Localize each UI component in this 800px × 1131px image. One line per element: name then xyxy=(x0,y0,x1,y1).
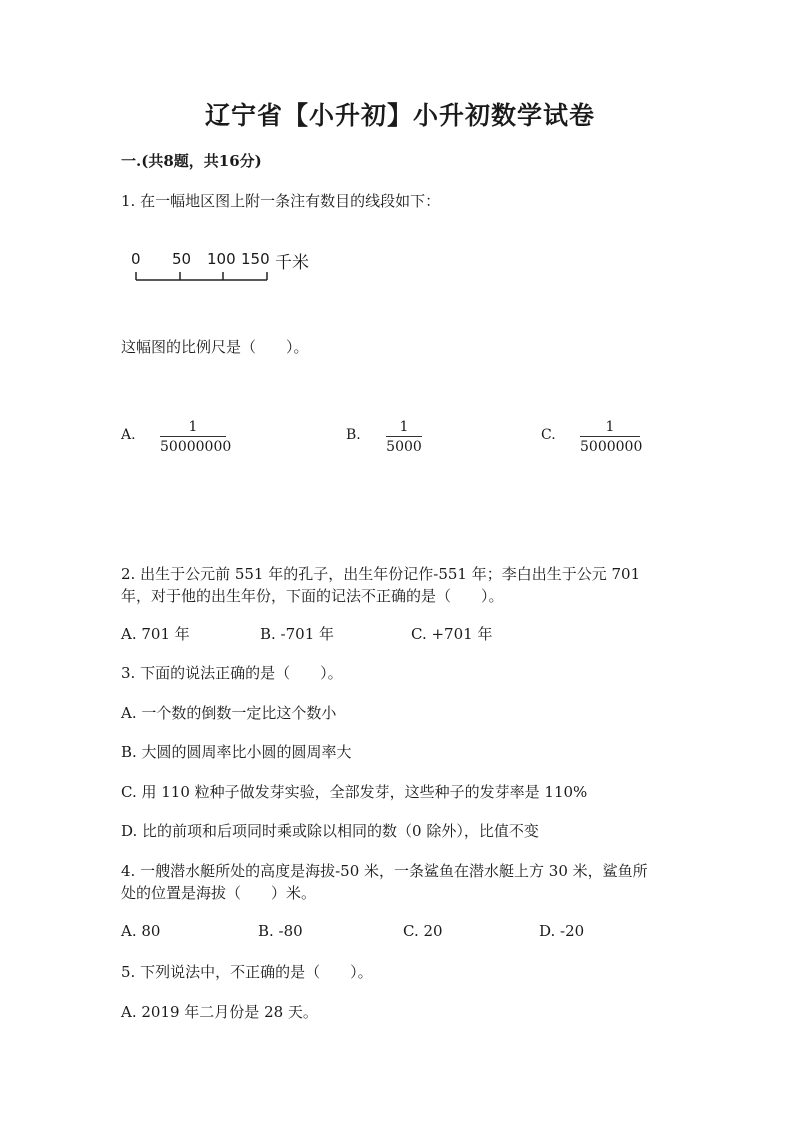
option-label: B. xyxy=(346,427,361,443)
page-title: 辽宁省【小升初】小升初数学试卷 xyxy=(204,101,595,130)
fraction-bar xyxy=(580,436,640,437)
option-a[interactable]: A. 一个数的倒数一定比这个数小 xyxy=(121,704,337,722)
option-d[interactable]: D. 比的前项和后项同时乘或除以相同的数（0 除外），比值不变 xyxy=(121,822,539,840)
question-4-stem-line-2: 处的位置是海拔（ ）米。 xyxy=(121,884,317,902)
scale-unit-label: 千米 xyxy=(275,253,309,273)
option-c[interactable]: C. 20 xyxy=(403,922,443,940)
section-heading: 一.(共8题，共16分) xyxy=(121,152,262,170)
scale-tick-label: 150 xyxy=(241,250,270,268)
fraction xyxy=(580,419,643,455)
scale-tick-label: 0 xyxy=(131,250,141,268)
question-4-stem-line-1: 4. 一艘潜水艇所处的高度是海拔-50 米，一条鲨鱼在潜水艇上方 30 米，鲨鱼所 xyxy=(121,862,648,880)
option-b[interactable]: B. -701 年 xyxy=(260,625,335,643)
fraction-numerator: 1 xyxy=(188,419,198,435)
fraction xyxy=(386,419,422,455)
fraction-denominator: 5000 xyxy=(386,439,422,455)
question-2-stem-line-1: 2. 出生于公元前 551 年的孔子，出生年份记作-551 年；李白出生于公元 701 xyxy=(121,565,641,583)
question-2-stem-line-2: 年，对于他的出生年份，下面的记法不正确的是（ ）。 xyxy=(121,587,504,605)
fraction-denominator: 5000000 xyxy=(580,439,643,455)
fraction-numerator: 1 xyxy=(399,419,409,435)
option-b[interactable]: B. -80 xyxy=(258,922,303,940)
question-1-prompt: 这幅图的比例尺是（ ）。 xyxy=(121,338,309,356)
option-c[interactable]: C. 用 110 粒种子做发芽实验，全部发芽，这些种子的发芽率是 110% xyxy=(121,783,588,801)
scale-tick-label: 50 xyxy=(172,250,192,268)
option-a[interactable]: A. 80 xyxy=(121,922,161,940)
option-a[interactable]: A. 701 年 xyxy=(121,625,190,643)
fraction-denominator: 50000000 xyxy=(160,439,232,455)
option-a[interactable]: A. 2019 年二月份是 28 天。 xyxy=(121,1003,318,1021)
scale-tick-label: 100 xyxy=(207,250,236,268)
option-c[interactable]: C. +701 年 xyxy=(411,625,493,643)
option-b[interactable]: B. 大圆的圆周率比小圆的圆周率大 xyxy=(121,743,352,761)
scale-line xyxy=(130,268,275,284)
fraction-bar xyxy=(160,436,226,437)
option-label: C. xyxy=(541,427,556,443)
question-3-stem: 3. 下面的说法正确的是（ ）。 xyxy=(121,664,343,682)
question-1-stem: 1. 在一幅地区图上附一条注有数目的线段如下： xyxy=(121,192,441,210)
fraction xyxy=(160,419,232,455)
fraction-numerator: 1 xyxy=(605,419,615,435)
question-5-stem: 5. 下列说法中，不正确的是（ ）。 xyxy=(121,963,373,981)
fraction-bar xyxy=(386,436,422,437)
option-label: A. xyxy=(121,427,136,443)
option-d[interactable]: D. -20 xyxy=(539,922,585,940)
